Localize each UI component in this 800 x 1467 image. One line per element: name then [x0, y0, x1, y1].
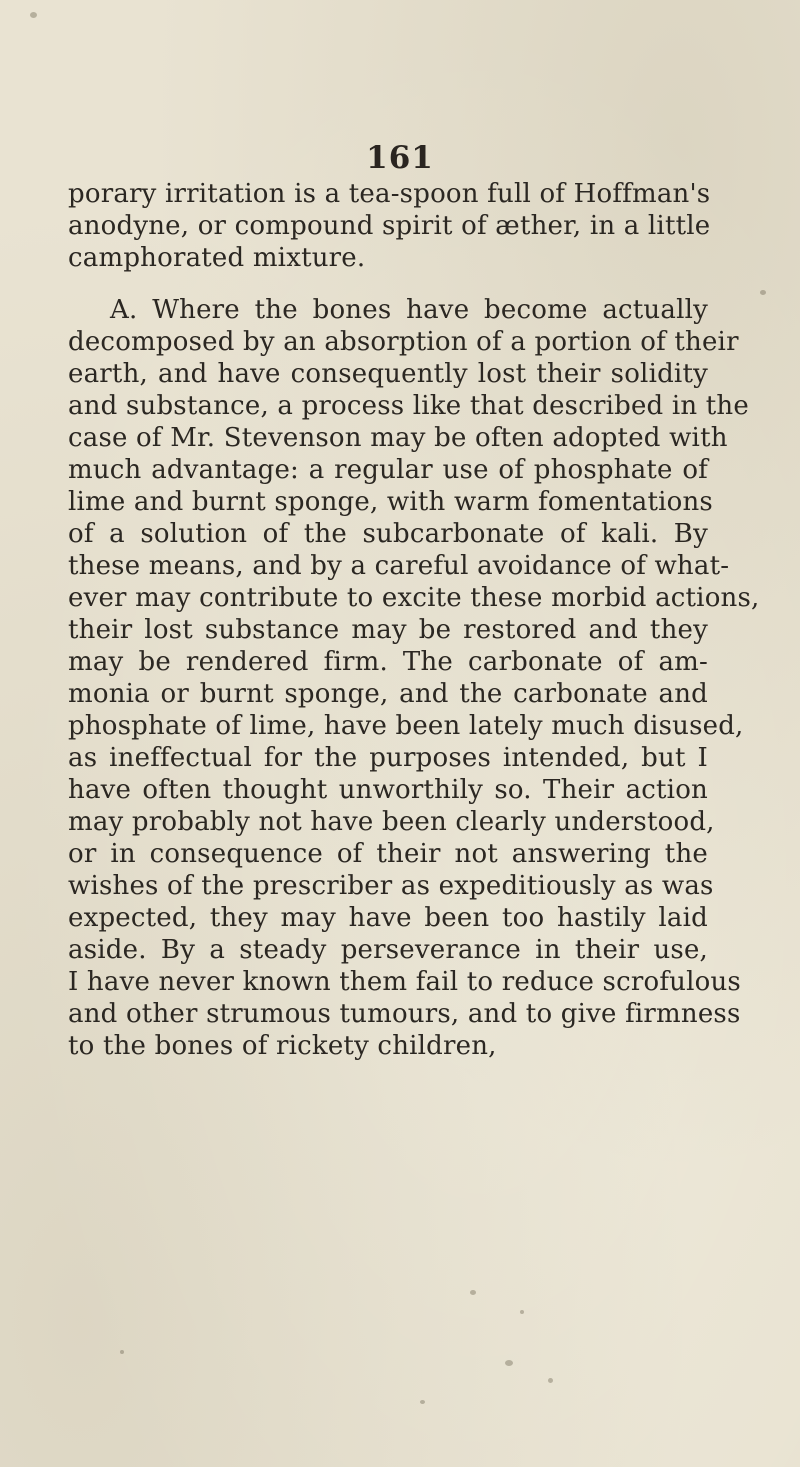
text-line: phosphate of lime, have been lately much disused,: [68, 711, 744, 741]
text-line: as ineffectual for the purposes intended, but I: [68, 743, 708, 773]
text-line: aside. By a steady perseverance in their use,: [68, 935, 708, 965]
text-line: much advantage: a regular use of phosphate of: [68, 455, 708, 485]
text-line: case of Mr. Stevenson may be often adopted with: [68, 423, 728, 453]
paper-speck: [760, 290, 766, 295]
text-line: I have never known them fail to reduce scrofulous: [68, 967, 741, 997]
text-line: decomposed by an absorption of a portion of their: [68, 327, 739, 357]
paper-speck: [470, 1290, 476, 1295]
text-line: A. Where the bones have become actually: [110, 295, 708, 325]
text-line: and other strumous tumours, and to give firmness: [68, 999, 741, 1029]
paper-speck: [505, 1360, 513, 1366]
text-line: wishes of the prescriber as expeditiously as was: [68, 871, 714, 901]
text-line: their lost substance may be restored and they: [68, 615, 708, 645]
text-line: to the bones of rickety children,: [68, 1031, 497, 1061]
text-line: of a solution of the subcarbonate of kali. By: [68, 519, 708, 549]
text-line: earth, and have consequently lost their solidity: [68, 359, 708, 389]
page-number: 161: [366, 140, 434, 176]
text-line: porary irritation is a tea-spoon full of Hoffman's: [68, 179, 711, 209]
text-line: camphorated mixture.: [68, 243, 366, 273]
paper-speck: [30, 12, 37, 18]
text-line: or in consequence of their not answering the: [68, 839, 708, 869]
paragraph-continuation: [68, 178, 711, 274]
text-line: may be rendered firm. The carbonate of am-: [68, 647, 708, 677]
text-line: ever may contribute to excite these morbid actions,: [68, 583, 760, 613]
text-line: expected, they may have been too hastily laid: [68, 903, 708, 933]
text-line: and substance, a process like that described in the: [68, 391, 749, 421]
text-line: have often thought unworthily so. Their action: [68, 775, 708, 805]
text-line: lime and burnt sponge, with warm fomentations: [68, 487, 713, 517]
paper-speck: [120, 1350, 124, 1354]
text-line: these means, and by a careful avoidance of what-: [68, 551, 730, 581]
text-line: anodyne, or compound spirit of æther, in a little: [68, 211, 711, 241]
paragraph-a: [68, 294, 760, 1062]
paper-speck: [520, 1310, 524, 1314]
text-line: may probably not have been clearly understood,: [68, 807, 715, 837]
paper-speck: [420, 1400, 425, 1404]
paper-speck: [548, 1378, 553, 1383]
text-line: monia or burnt sponge, and the carbonate and: [68, 679, 708, 709]
